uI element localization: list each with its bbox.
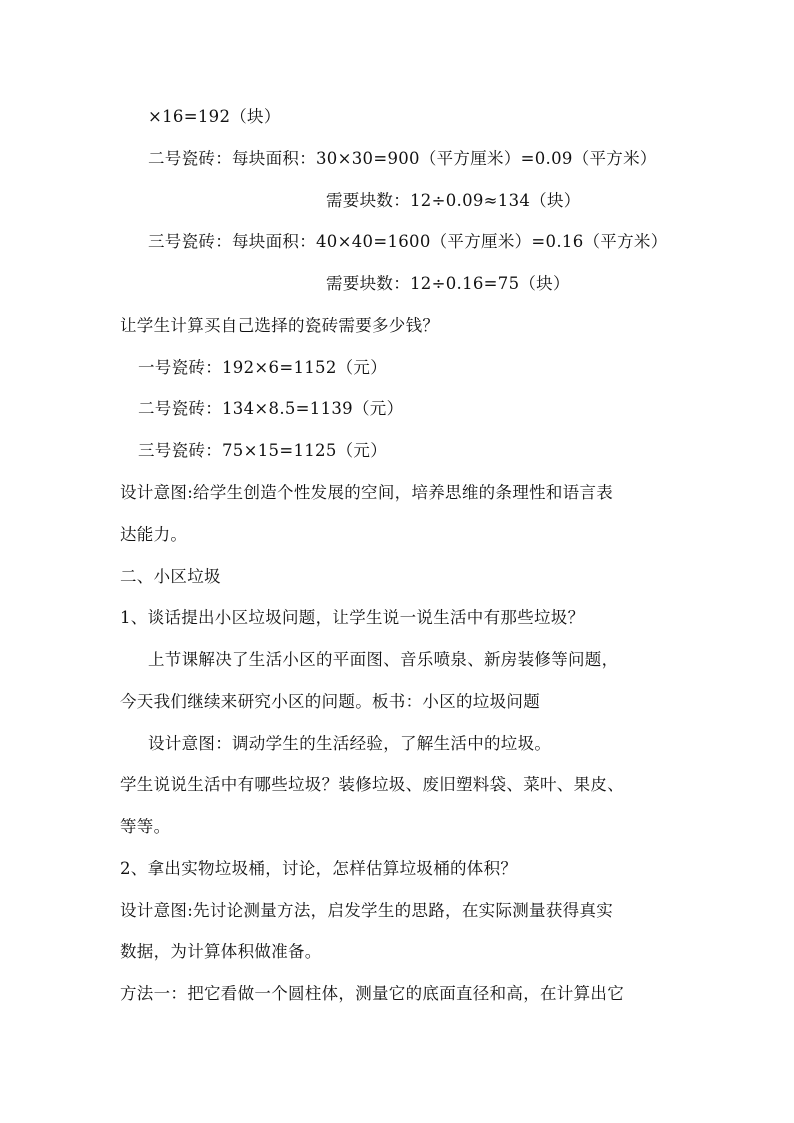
text-line-19: 2、拿出实物垃圾桶，讨论，怎样估算垃圾桶的体积？ bbox=[120, 859, 518, 878]
text-line-17: 学生说说生活中有哪些垃圾？装修垃圾、废旧塑料袋、菜叶、果皮、 bbox=[120, 775, 624, 794]
text-line-7: 一号瓷砖：192×6=1152（元） bbox=[138, 358, 388, 377]
text-line-16: 设计意图：调动学生的生活经验，了解生活中的垃圾。 bbox=[148, 734, 552, 753]
text-line-3: 需要块数：12÷0.09≈134（块） bbox=[326, 191, 581, 210]
text-line-20: 设计意图:先讨论测量方法，启发学生的思路，在实际测量获得真实 bbox=[120, 901, 614, 920]
text-line-6: 让学生计算买自己选择的瓷砖需要多少钱？ bbox=[120, 316, 440, 335]
text-line-18: 等等。 bbox=[120, 817, 171, 836]
text-line-1: ×16=192（块） bbox=[148, 107, 281, 126]
text-line-4: 三号瓷砖：每块面积：40×40=1600（平方厘米）=0.16（平方米） bbox=[148, 232, 668, 251]
text-line-5: 需要块数：12÷0.16=75（块） bbox=[326, 274, 570, 293]
text-line-8: 二号瓷砖：134×8.5=1139（元） bbox=[138, 399, 404, 418]
text-line-21: 数据，为计算体积做准备。 bbox=[120, 942, 322, 961]
text-line-11: 达能力。 bbox=[120, 525, 188, 544]
text-line-14: 上节课解决了生活小区的平面图、音乐喷泉、新房装修等问题， bbox=[148, 650, 619, 669]
text-line-9: 三号瓷砖：75×15=1125（元） bbox=[138, 441, 388, 460]
text-line-13: 1、谈话提出小区垃圾问题，让学生说一说生活中有那些垃圾？ bbox=[120, 608, 585, 627]
text-line-12: 二、小区垃圾 bbox=[120, 567, 221, 586]
text-line-10: 设计意图:给学生创造个性发展的空间，培养思维的条理性和语言表 bbox=[120, 483, 614, 502]
text-line-15: 今天我们继续来研究小区的问题。板书：小区的垃圾问题 bbox=[120, 692, 540, 711]
text-line-22: 方法一：把它看做一个圆柱体，测量它的底面直径和高，在计算出它 bbox=[120, 984, 624, 1003]
text-line-2: 二号瓷砖：每块面积：30×30=900（平方厘米）=0.09（平方米） bbox=[148, 149, 657, 168]
